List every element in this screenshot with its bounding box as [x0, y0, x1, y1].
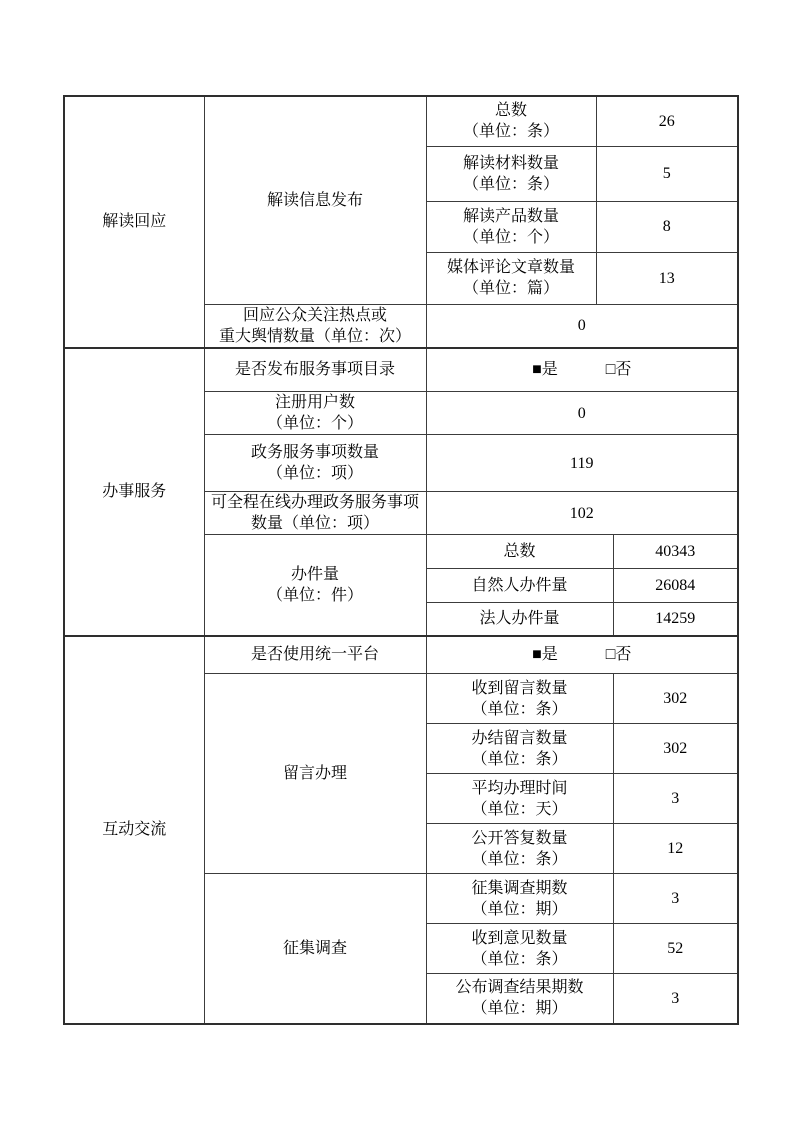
value-cell	[613, 924, 738, 974]
label-line1: 注册用户数	[274, 394, 355, 411]
label-line2: （单位：条）	[471, 750, 568, 768]
value-cell	[613, 974, 738, 1024]
value-text: 12	[667, 840, 684, 857]
group-label: 互动交流	[102, 821, 167, 838]
mid-label-line2: （单位：件）	[266, 586, 363, 604]
mid-cell-zhengji-diaocha	[204, 874, 426, 1024]
value-text: 8	[662, 218, 671, 235]
label-line2: （单位：期）	[471, 900, 568, 918]
label-line1: 总数	[494, 102, 527, 120]
checkbox-group	[427, 644, 738, 665]
value-text: 3	[671, 790, 680, 807]
label-cell-jiedu-cailiao	[426, 146, 596, 201]
label-cell-banjie-liuyan	[426, 724, 613, 774]
table-row	[64, 348, 738, 392]
label-line1: 政务服务事项数量	[250, 444, 379, 461]
label-cell-ziranren	[426, 569, 613, 603]
checkbox-group	[427, 359, 738, 380]
value-text: 0	[577, 317, 586, 334]
label-line1: 可全程在线办理政务服务事项	[210, 494, 419, 511]
value-cell	[613, 824, 738, 874]
label-line1: 办结留言数量	[471, 729, 568, 747]
mid-label: 留言办理	[282, 765, 347, 782]
label-line1: 回应公众关注热点或	[242, 306, 387, 324]
label-cell-meiti-pinglun	[426, 252, 596, 304]
checkbox-yes-checked: ■是	[532, 646, 558, 664]
label-line1: 法人办件量	[479, 610, 560, 628]
value-cell	[426, 492, 738, 535]
value-text: 14259	[655, 610, 696, 628]
label-cell-shifou-fabu-mulu	[204, 348, 426, 392]
group-cell-hudong-jiaoliu	[64, 636, 204, 1024]
label-cell-huiying-yuqing	[204, 304, 426, 348]
value-text: 3	[671, 989, 680, 1007]
value-cell	[613, 774, 738, 824]
label-cell-zhuce-yonghu	[204, 392, 426, 435]
annual-report-table	[63, 95, 739, 1025]
label-line2: （单位：天）	[471, 800, 568, 818]
value-text: 52	[667, 940, 684, 957]
value-cell	[613, 535, 738, 569]
label-line1: 收到意见数量	[471, 929, 568, 947]
group-cell-banshi-fuwu	[64, 348, 204, 636]
value-text: 0	[577, 404, 586, 422]
label-line1: 征集调查期数	[471, 879, 568, 897]
value-text: 40343	[655, 543, 696, 560]
value-cell	[596, 146, 738, 201]
label-line1: 是否发布服务事项目录	[234, 361, 395, 379]
label-line2: （单位：期）	[471, 1000, 568, 1018]
label-cell-zhengji-qishu	[426, 874, 613, 924]
label-line1: 公开答复数量	[471, 829, 568, 847]
label-line2: （单位：个）	[462, 228, 559, 246]
label-line2: （单位：条）	[471, 850, 568, 868]
value-cell	[596, 201, 738, 252]
label-cell-gongkai-dafu	[426, 824, 613, 874]
value-cell	[426, 435, 738, 492]
label-cell-faren	[426, 603, 613, 636]
value-text: 26	[658, 112, 675, 130]
label-line1: 收到留言数量	[471, 679, 568, 697]
value-cell	[613, 674, 738, 724]
label-line1: 是否使用统一平台	[250, 646, 379, 664]
group-label: 解读回应	[102, 213, 167, 231]
mid-label-line1: 办件量	[290, 565, 339, 583]
checkbox-no-unchecked: □否	[605, 646, 632, 664]
value-cell	[426, 392, 738, 435]
value-cell	[596, 96, 738, 146]
label-cell-pingjun-shijian	[426, 774, 613, 824]
value-text: 26084	[655, 577, 696, 594]
group-label: 办事服务	[102, 483, 167, 500]
label-line2: （单位：条）	[462, 123, 559, 141]
mid-label: 解读信息发布	[266, 191, 363, 209]
mid-cell-jiedu-xinxi-fabu	[204, 96, 426, 304]
mid-cell-banjianliang	[204, 535, 426, 636]
label-line2: （单位：篇）	[462, 280, 559, 297]
label-line1: 总数	[503, 543, 536, 560]
value-text: 119	[570, 454, 594, 472]
label-line2: 重大舆情数量（单位：次）	[218, 327, 411, 345]
label-line2: 数量（单位：项）	[250, 515, 379, 532]
group-cell-jiedu-huiying	[64, 96, 204, 348]
label-line2: （单位：条）	[462, 175, 559, 193]
value-text: 3	[671, 890, 680, 907]
table-row	[64, 96, 738, 146]
value-cell	[426, 304, 738, 348]
label-cell-jiedu-chanpin	[426, 201, 596, 252]
label-cell-zongshu	[426, 96, 596, 146]
label-line1: 解读产品数量	[462, 207, 559, 225]
value-text: 13	[658, 269, 675, 287]
value-text: 302	[663, 690, 688, 707]
label-line1: 平均办理时间	[471, 779, 568, 797]
label-cell-shoudao-yijian	[426, 924, 613, 974]
value-cell	[613, 874, 738, 924]
value-cell	[613, 724, 738, 774]
label-line2: （单位：个）	[266, 415, 363, 432]
label-cell-quancheng-zaixian	[204, 492, 426, 535]
value-text: 302	[663, 740, 688, 757]
checkbox-cell	[426, 636, 738, 674]
value-cell	[613, 569, 738, 603]
label-line1: 解读材料数量	[462, 154, 559, 172]
label-line1: 公布调查结果期数	[455, 979, 584, 997]
checkbox-yes-checked: ■是	[532, 361, 558, 379]
label-line1: 自然人办件量	[471, 577, 568, 594]
label-line2: （单位：条）	[471, 700, 568, 718]
label-cell-gongbu-jieguo	[426, 974, 613, 1024]
checkbox-no-unchecked: □否	[605, 361, 632, 379]
checkbox-cell	[426, 348, 738, 392]
value-text: 102	[569, 504, 594, 522]
label-line1: 媒体评论文章数量	[446, 259, 575, 276]
label-line2: （单位：项）	[266, 465, 363, 482]
label-cell-shoudao-liuyan	[426, 674, 613, 724]
value-cell	[596, 252, 738, 304]
value-cell	[613, 603, 738, 636]
mid-label: 征集调查	[282, 939, 347, 957]
label-cell-tongyi-pingtai	[204, 636, 426, 674]
mid-cell-liuyan-banli	[204, 674, 426, 874]
label-cell-zhengwu-shixiang	[204, 435, 426, 492]
value-text: 5	[662, 165, 671, 182]
label-cell-banjian-zongshu	[426, 535, 613, 569]
table-row	[64, 636, 738, 674]
label-line2: （单位：条）	[471, 950, 568, 968]
